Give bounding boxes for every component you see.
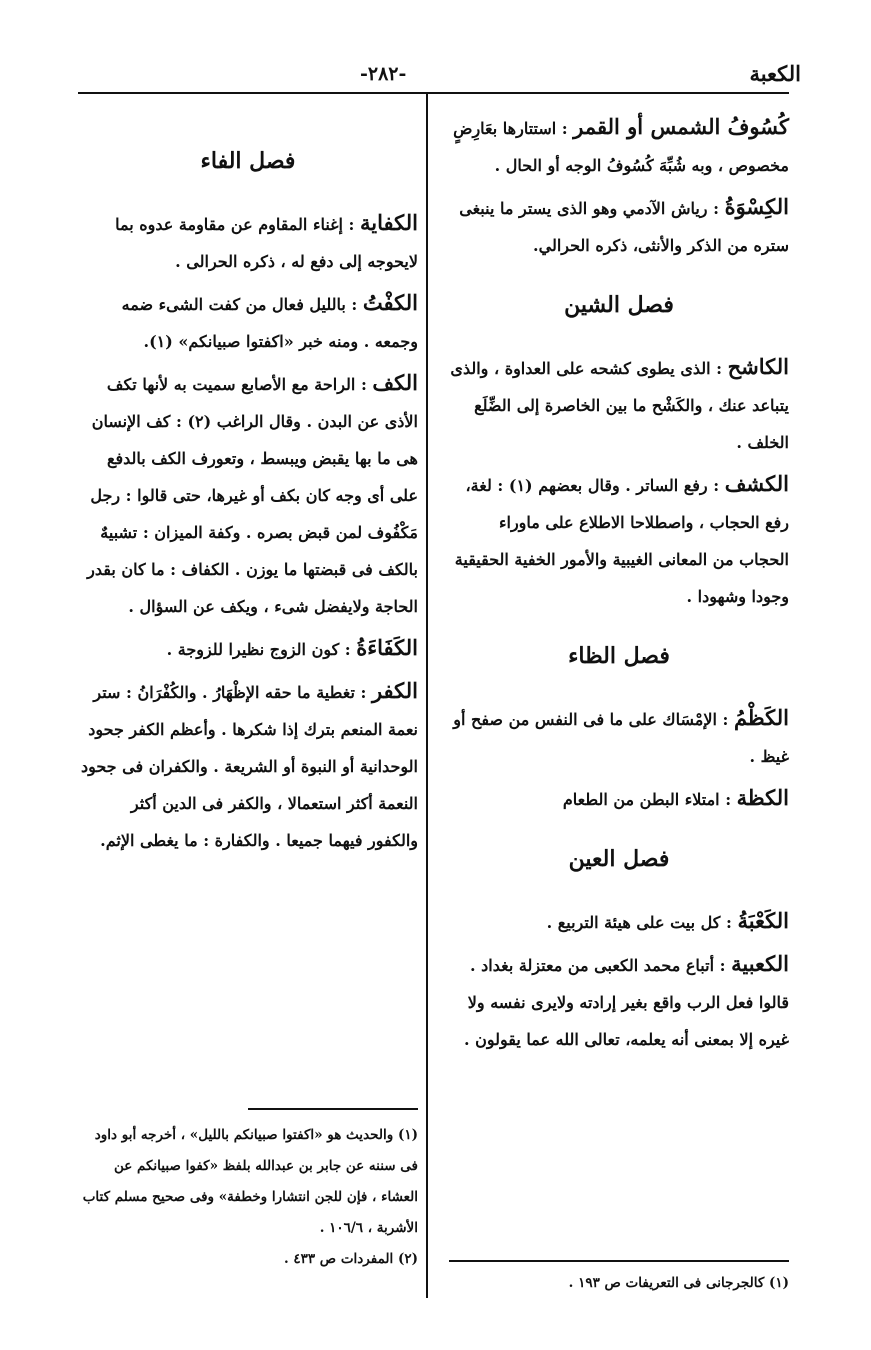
entry-term: كُسُوفُ الشمس أو القمر bbox=[573, 114, 789, 139]
entry-definition: : الذى يطوى كشحه على العداوة ، والذى يتباعد عنك ، والكَشْح ما بين الخاصرة إلى الضِّلَع الخلف . bbox=[450, 359, 789, 452]
entry-definition: : استتارها بعَارِضٍ مخصوص ، وبه شُبِّهَ كُسُوفُ الوجه أو الحال . bbox=[453, 119, 789, 175]
left-column bbox=[78, 108, 418, 863]
entry-kaaba bbox=[449, 902, 789, 941]
entry-kaft bbox=[78, 284, 418, 360]
entry-term: الكَعْبَةُ bbox=[737, 908, 789, 933]
entry-term: الكعبية bbox=[731, 951, 789, 976]
entry-term: الكَظْمُ bbox=[733, 705, 789, 730]
entry-kufr bbox=[78, 672, 418, 859]
entry-kaabiyya bbox=[449, 945, 789, 1058]
entry-term: الكاشح bbox=[727, 354, 789, 379]
entry-definition: : أتباع محمد الكعبى من معتزلة بغداد . قالوا فعل الرب واقع بغير إرادته ولايرى نفسه ولا غيره إلا بمعنى أنه يعلمه، تعالى الله عما يقولون . bbox=[463, 956, 789, 1049]
entry-term: الكَفَاءَةُ bbox=[356, 635, 418, 660]
entry-term: الكفاية bbox=[360, 210, 418, 235]
entry-definition: : كون الزوج نظيرا للزوجة . bbox=[166, 640, 351, 659]
entry-kusuf bbox=[449, 108, 789, 184]
column-divider bbox=[426, 93, 428, 1298]
entry-term: الكِسْوَةُ bbox=[724, 194, 789, 219]
entry-definition: : بالليل فعال من كفت الشىء ضمه وجمعه . ومنه خبر «اكفتوا صبيانكم» (١). bbox=[121, 295, 418, 351]
entry-definition: : الإمْسَاك على ما فى النفس من صفح أو غيظ . bbox=[453, 710, 789, 766]
footnote-1: (١) كالجرجانى فى التعريفات ص ١٩٣ . bbox=[568, 1275, 789, 1291]
entry-definition: : رفع الساتر . وقال بعضهم (١) : لغة، رفع الحجاب ، واصطلاحا الاطلاع على ماوراء الحجاب من المعانى الغيبية والأمور الخفية الحقيقية وجودا وشهودا . bbox=[454, 476, 789, 606]
entry-term: الكظة bbox=[736, 785, 789, 810]
footnote-rule-left bbox=[248, 1108, 418, 1110]
section-heading-zah: فصل الظاء bbox=[568, 643, 670, 669]
entry-kaff bbox=[78, 364, 418, 625]
header-rule bbox=[78, 92, 789, 94]
entry-term: الكشف bbox=[724, 471, 789, 496]
entry-term: الكفْتُ bbox=[362, 290, 418, 315]
footnotes-right bbox=[449, 1268, 789, 1299]
entry-kafaa bbox=[78, 629, 418, 668]
entry-term: الكفر bbox=[371, 678, 418, 703]
footnote-1: (١) والحديث هو «اكفتوا صبيانكم بالليل» ، أخرجه أبو داود فى سننه عن جابر بن عبدالله بلفظ «كفوا صبيانكم عن العشاء ، فإن للجن انتشارا وخطفة» وفى صحيح مسلم كتاب الأشربة ، ١٠٦/٦ . bbox=[82, 1127, 418, 1236]
page-header bbox=[60, 55, 801, 95]
footnote-2: (٢) المفردات ص ٤٣٣ . bbox=[283, 1251, 418, 1267]
section-heading-shin: فصل الشين bbox=[564, 292, 674, 318]
entry-term: الكف bbox=[372, 370, 418, 395]
entry-kashf bbox=[449, 465, 789, 615]
page-number: -٢٨٢- bbox=[360, 63, 407, 85]
section-heading-ayn: فصل العين bbox=[568, 846, 670, 872]
entry-kiswa bbox=[449, 188, 789, 264]
footnote-rule-right bbox=[449, 1260, 789, 1262]
entry-kifaya bbox=[78, 204, 418, 280]
footnotes-left bbox=[78, 1120, 418, 1275]
entry-definition: : تغطية ما حقه الإظْهَارُ . والكُفْرَانُ : ستر نعمة المنعم بترك إذا شكرها . وأعظم الكفر جحود الوحدانية أو النبوة أو الشريعة . والكفران فى جحود النعمة أكثر استعمالا ، والكفر فى الدين أكثر والكفور فيهما جميعا . والكفارة : ما يغطى الإثم. bbox=[80, 683, 418, 850]
entry-definition: : امتلاء البطن من الطعام bbox=[562, 790, 732, 809]
running-head: الكعبة bbox=[749, 61, 801, 86]
entry-kashih bbox=[449, 348, 789, 461]
entry-kazm bbox=[449, 699, 789, 775]
right-column bbox=[449, 108, 789, 1062]
section-heading-fa: فصل الفاء bbox=[200, 148, 296, 174]
entry-definition: : الراحة مع الأصابع سميت به لأنها تكف الأذى عن البدن . وقال الراغب (٢) : كف الإنسان هى ما بها يقبض ويبسط ، وتعورف الكف بالدفع على أى وجه كان بكف أو غيرها، حتى قالوا : رجل مَكْفُوف لمن قبض بصره . وكفة الميزان : تشبيهٌ بالكف فى قبضتها ما يوزن . الكفاف : ما كان بقدر الحاجة ولايفضل شىء ، ويكف عن السؤال . bbox=[87, 375, 418, 616]
entry-kizza bbox=[449, 779, 789, 818]
entry-definition: : رياش الآدمي وهو الذى يستر ما ينبغى ستره من الذكر والأنثى، ذكره الحرالي. bbox=[459, 199, 789, 255]
entry-definition: : إغناء المقاوم عن مقاومة عدوه بما لايحوجه إلى دفع له ، ذكره الحرالى . bbox=[115, 215, 418, 271]
entry-definition: : كل بيت على هيئة التربيع . bbox=[546, 913, 732, 932]
